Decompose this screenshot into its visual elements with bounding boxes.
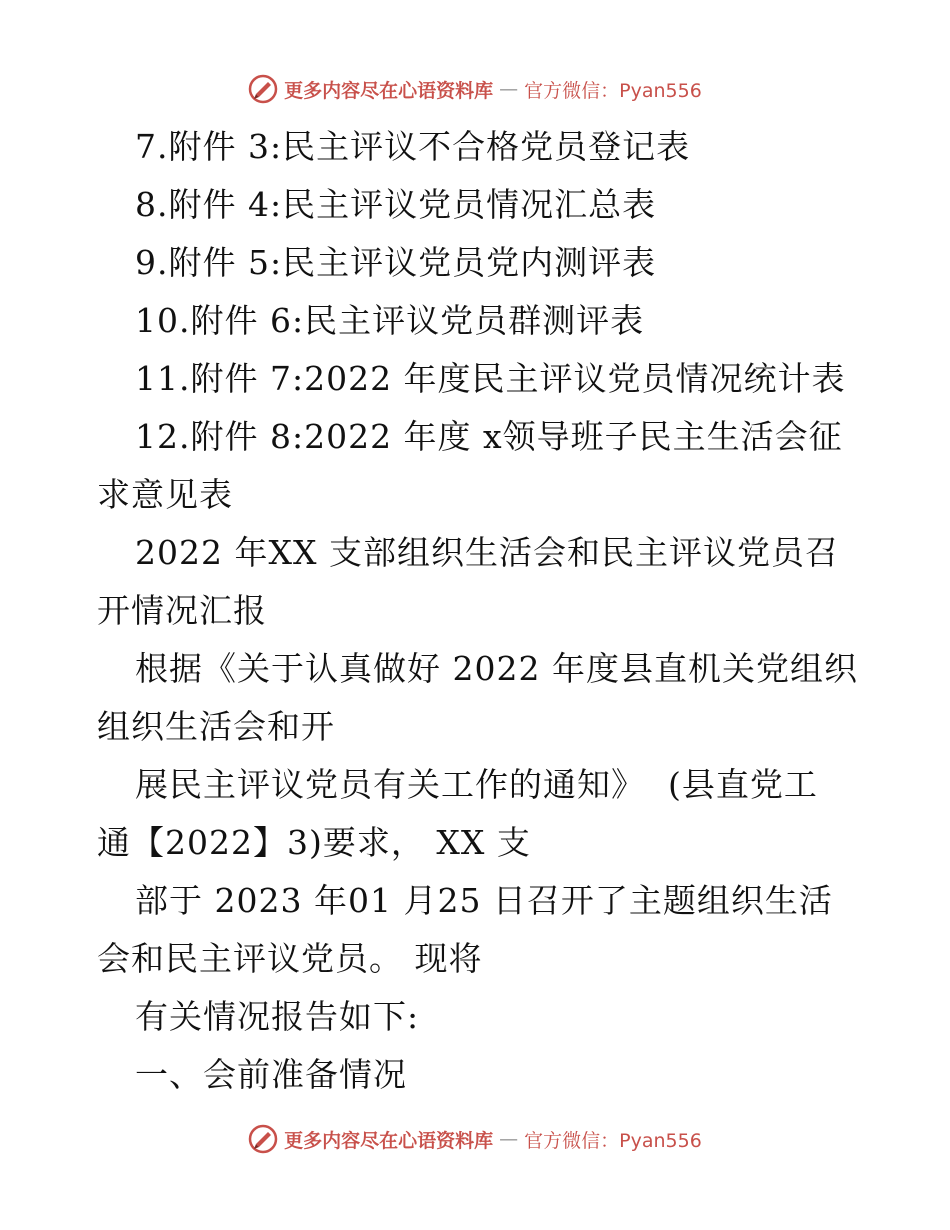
text-line: 10.附件 6:民主评议党员群测评表 [135,301,645,340]
text-line: 组织生活会和开 [97,707,335,746]
pen-flame-logo-icon [248,74,278,104]
watermark-main-text: 更多内容尽在心语资料库 [284,1129,494,1152]
text-line: 2022 年XX 支部组织生活会和民主评议党员召 [135,533,839,572]
watermark-account-text: 官方微信：Pyan556 [524,1129,702,1152]
text-line: 7.附件 3:民主评议不合格党员登记表 [135,127,691,166]
text-line: 开情况汇报 [97,591,267,630]
pen-flame-logo-icon [248,1124,278,1154]
watermark-separator: — [499,78,519,100]
footer-watermark [0,1124,950,1154]
watermark-main-text: 更多内容尽在心语资料库 [284,79,494,102]
text-line: 8.附件 4:民主评议党员情况汇总表 [135,185,657,224]
header-watermark [0,74,950,104]
watermark-account-text: 官方微信：Pyan556 [524,79,702,102]
text-line: 有关情况报告如下: [135,997,420,1036]
text-line: 11.附件 7:2022 年度民主评议党员情况统计表 [135,359,846,398]
document-body [97,118,857,1104]
text-line: 通【2022】3)要求， XX 支 [97,823,531,862]
text-line: 一、会前准备情况 [135,1055,407,1094]
text-line: 会和民主评议党员。 现将 [97,939,483,978]
text-line: 求意见表 [97,475,233,514]
watermark-separator: — [499,1128,519,1150]
text-line: 展民主评议党员有关工作的通知》 (县直党工 [135,765,818,804]
text-line: 9.附件 5:民主评议党员党内测评表 [135,243,657,282]
text-line: 12.附件 8:2022 年度 x领导班子民主生活会征 [135,417,843,456]
text-line: 根据《关于认真做好 2022 年度县直机关党组织 [135,649,858,688]
text-line: 部于 2023 年01 月25 日召开了主题组织生活 [135,881,833,920]
